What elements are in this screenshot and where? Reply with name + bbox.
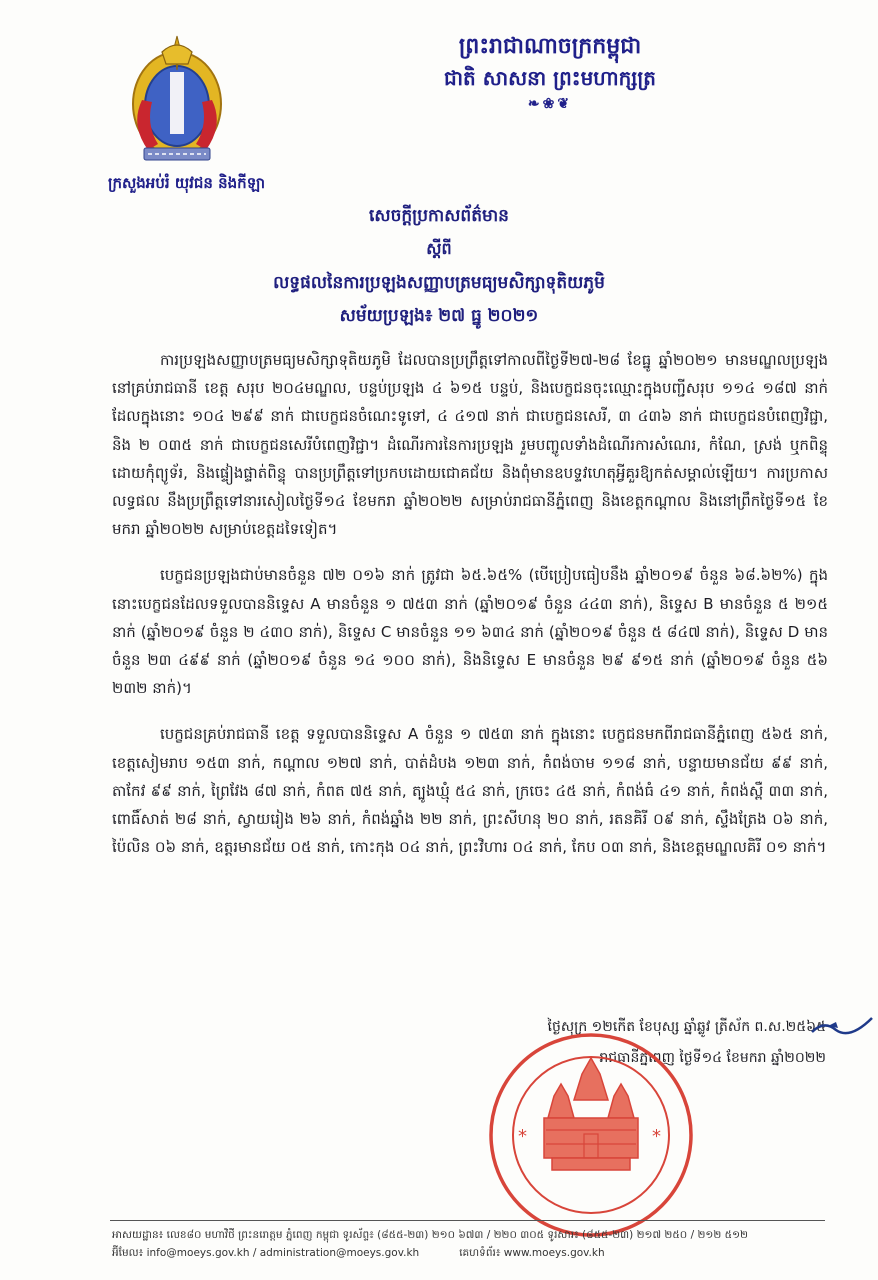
- ministry-seal: [486, 1030, 696, 1240]
- document-title-about: ស្ដីពី: [426, 239, 452, 258]
- paragraph-exam-overview: ការប្រឡងសញ្ញាបត្រមធ្យមសិក្សាទុតិយភូមិ ដែលបានប្រព្រឹត្តទៅកាលពីថ្ងៃទី២៧-២៨ ខែធ្នូ ឆ្នាំ២០២១ មានមណ្ឌលប្រឡងនៅគ្រប់រាជធានី ខេត្ត សរុប ២០៤មណ្ឌល, បន្ទប់ប្រឡង ៤ ៦១៥ បន្ទប់, និងបេក្ខជនចុះឈ្មោះក្នុងបញ្ជីសរុប ១១៤ ១៨៧ នាក់ ដែលក្នុងនោះ ១០៤ ២៩៩ នាក់ ជាបេក្ខជនចំណេះទូទៅ, ៤ ៤១៧ នាក់ ជាបេក្ខជនសេរី, ៣ ៤៣៦ នាក់ ជាបេក្ខជនបំពេញវិជ្ជា, និង ២ ០៣៥ នាក់ ជាបេក្ខជនសេរីបំពេញវិជ្ជា។ ដំណើរការនៃការប្រឡង រួមបញ្ចូលទាំងដំណើរការសំណេរ, កំណែ, ស្រង់ ឬកពិន្ទុដោយកុំព្យូទ័រ, និងផ្ទៀងផ្ទាត់ពិន្ទុ បានប្រព្រឹត្តទៅប្រកបដោយជោគជ័យ និងពុំមានឧបទ្ទវហេតុអ្វីគួរឱ្យកត់សម្គាល់ឡើយ។ ការប្រកាសលទ្ធផល នឹងប្រព្រឹត្តទៅនារសៀលថ្ងៃទី១៤ ខែមករា ឆ្នាំ២០២២ សម្រាប់រាជធានីភ្នំពេញ និងខេត្តកណ្ដាល និងនៅព្រឹកថ្ងៃទី១៥ ខែមករា ឆ្នាំ២០២២ សម្រាប់ខេត្តដទៃទៀត។: [112, 351, 828, 539]
- kingdom-name: ព្រះរាជាណាចក្រកម្ពុជា: [458, 33, 642, 59]
- paragraph-grade-a-by-province: បេក្ខជនគ្រប់រាជធានី ខេត្ត ទទួលបាននិទ្ទេស A ចំនួន ១ ៧៥៣ នាក់ ក្នុងនោះ បេក្ខជនមកពីរាជធានីភ្នំពេញ ៥៦៥ នាក់, ខេត្តសៀមរាប ១៥៣ នាក់, កណ្ដាល ១២៧ នាក់, បាត់ដំបង ១២៣ នាក់, កំពង់ចាម ១១៨ នាក់, បន្ទាយមានជ័យ ៩៩ នាក់, តាកែវ ៩៩ នាក់, ព្រៃវែង ៨៧ នាក់, កំពត ៧៥ នាក់, ត្បូងឃ្មុំ ៥៤ នាក់, ក្រចេះ ៤៥ នាក់, កំពង់ធំ ៤១ នាក់, កំពង់ស្ពឺ ៣៣ នាក់, ពោធិ៍សាត់ ២៨ នាក់, ស្វាយរៀង ២៦ នាក់, កំពង់ឆ្នាំង ២២ នាក់, ព្រះសីហនុ ២០ នាក់, រតនគិរី ០៩ នាក់, ស្ទឹងត្រែង ០៦ នាក់, ប៉ៃលិន ០៦ នាក់, ឧត្ដរមានជ័យ ០៥ នាក់, កោះកុង ០៤ នាក់, ព្រះវិហារ ០៤ នាក់, កែប ០៣ នាក់, និងខេត្តមណ្ឌលគិរី ០១ នាក់។: [112, 725, 828, 857]
- footer-website[interactable]: គេហទំព័រ៖ www.moeys.gov.kh: [459, 1247, 605, 1259]
- paragraph-pass-results: បេក្ខជនប្រឡងជាប់មានចំនួន ៧២ ០១៦ នាក់ ត្រូវជា ៦៥.៦៥% (បើប្រៀបធៀបនឹង ឆ្នាំ២០១៩ ចំនួន ៦៨.៦២%) ក្នុងនោះបេក្ខជនដែលទទួលបាននិទ្ទេស A មានចំនួន ១ ៧៥៣ នាក់ (ឆ្នាំ២០១៩ ចំនួន ៤៤៣ នាក់), និទ្ទេស B មានចំនួន ៥ ២១៥ នាក់ (ឆ្នាំ២០១៩ ចំនួន ២ ៤៣០ នាក់), និទ្ទេស C មានចំនួន ១១ ៦៣៤ នាក់ (ឆ្នាំ២០១៩ ចំនួន ៥ ៨៤៧ នាក់), និទ្ទេស D មានចំនួន ២៣ ៤៩៩ នាក់ (ឆ្នាំ២០១៩ ចំនួន ១៤ ១០០ នាក់), និងនិទ្ទេស E មានចំនួន ២៩ ៩១៥ នាក់ (ឆ្នាំ២០១៩ ចំនួន ៥៦ ២៣២ នាក់)។: [112, 566, 828, 698]
- exam-session: សម័យប្រឡង៖ ២៧ ធ្នូ ២០២១: [339, 306, 539, 326]
- royal-arms-emblem: [122, 30, 232, 170]
- header-ornament: ❧❀❦: [527, 96, 573, 112]
- footer-address: អាសយដ្ឋាន៖ លេខ៨០ មហាវិថី ព្រះនរោត្តម ភ្នំពេញ កម្ពុជា ទូរស័ព្ទ៖ (៨៥៥-២៣) ២១០ ៦៧៣ / ២២០ ៣០៥ ទូរសារ៖ (៨៥៥-២៣) ២១៧ ២៥០ / ២១២ ៥១២: [112, 1229, 748, 1241]
- announcement-body: [112, 346, 828, 879]
- solar-date: រាជធានីភ្នំពេញ ថ្ងៃទី១៤ ខែមករា ឆ្នាំ២០២២: [599, 1050, 826, 1066]
- document-title: សេចក្ដីប្រកាសព័ត៌មាន: [369, 206, 509, 226]
- document-subject: លទ្ធផលនៃការប្រឡងសញ្ញាបត្រមធ្យមសិក្សាទុតិយភូមិ: [273, 273, 605, 293]
- contact-footer: [112, 1226, 827, 1262]
- lunar-date: ថ្ងៃសុក្រ ១២កើត ខែបុស្ស ឆ្នាំឆ្លូវ ត្រីស័ក ព.ស.២៥៦៥: [547, 1019, 826, 1035]
- svg-text:*: *: [518, 1126, 527, 1147]
- footer-divider: [110, 1220, 825, 1221]
- signature-stroke: [810, 1010, 875, 1040]
- footer-email[interactable]: អ៊ីមែល៖ info@moeys.gov.kh / administration@moeys.gov.kh: [112, 1247, 420, 1259]
- svg-text:*: *: [652, 1126, 661, 1147]
- kingdom-header: [300, 30, 800, 112]
- national-motto: ជាតិ សាសនា ព្រះមហាក្សត្រ: [444, 66, 656, 90]
- ministry-name: ក្រសួងអប់រំ យុវជន និងកីឡា: [108, 174, 266, 192]
